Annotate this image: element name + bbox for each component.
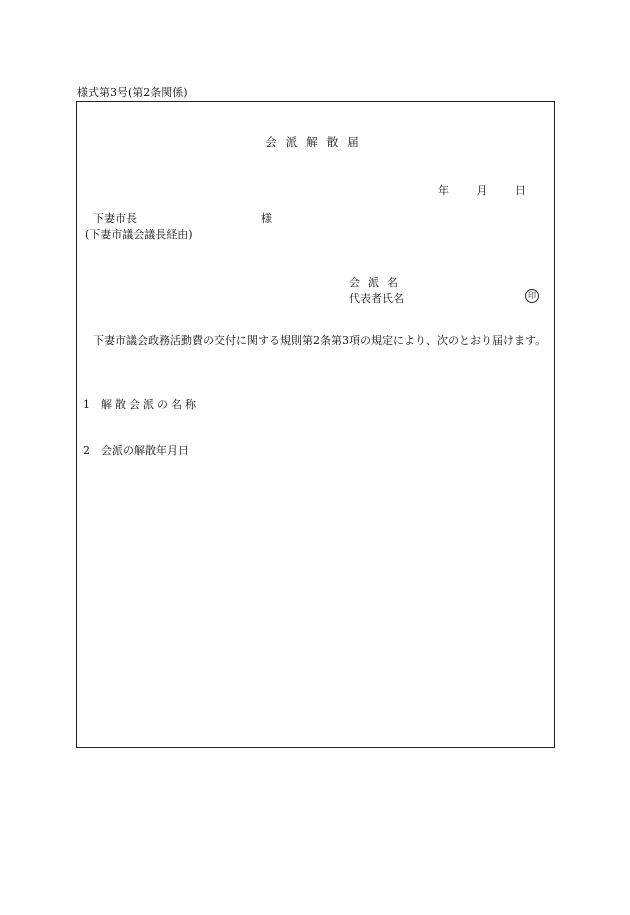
body-text: 下妻市議会政務活動費の交付に関する規則第2条第3項の規定により、次のとおり届けます。: [93, 334, 547, 347]
item-label: 解散会派の名称: [101, 398, 199, 411]
addressee-name: 下妻市長: [93, 212, 137, 225]
representative-name-label: 代表者氏名: [349, 292, 404, 305]
date-year: 年: [438, 184, 449, 197]
faction-name-label: 会派名: [349, 276, 406, 289]
date-line: [414, 182, 526, 198]
date-month: 月: [476, 184, 488, 197]
date-day: 日: [515, 184, 526, 197]
list-item: [83, 442, 189, 458]
form-label: 様式第3号(第2条関係): [77, 86, 188, 99]
addressee-honorific: 様: [261, 212, 272, 225]
item-label: 会派の解散年月日: [101, 444, 189, 457]
list-item: [83, 396, 199, 412]
item-number: 2: [83, 444, 90, 457]
form-frame: [76, 101, 555, 748]
document-title: 会派解散届: [265, 135, 368, 149]
item-number: 1: [83, 398, 90, 411]
addressee-via: (下妻市議会議長経由): [85, 228, 193, 241]
seal-icon: 印: [525, 289, 539, 303]
